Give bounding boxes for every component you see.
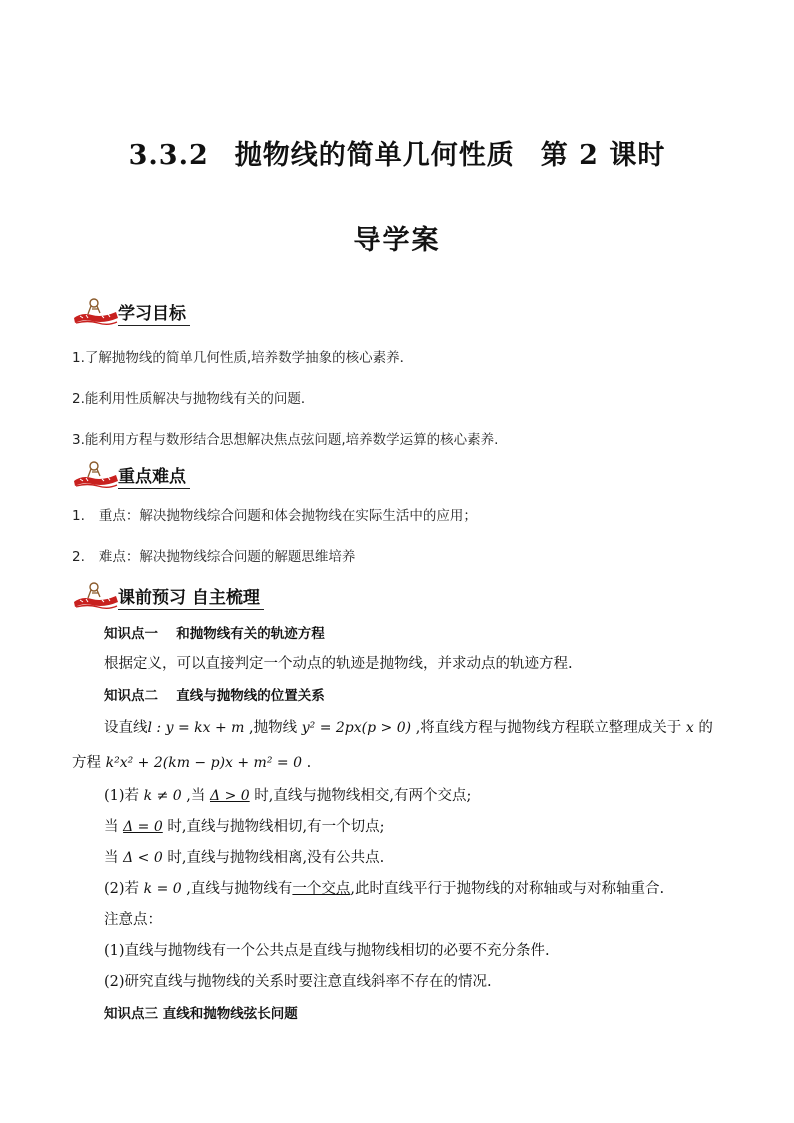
case-1c: [104, 846, 384, 867]
case-1b: [104, 815, 384, 836]
formula-delta: Δ < 0: [123, 850, 163, 866]
key-item-text: 难点：解决抛物线综合问题的解题思维培养: [98, 549, 356, 565]
formula-var: x: [685, 720, 694, 736]
formula-line: l : y = kx + m: [147, 720, 245, 736]
key-item-text: 重点：解决抛物线综合问题和体会抛物线在实际生活中的应用；: [98, 508, 477, 524]
key-item-num: 2.: [72, 549, 85, 565]
formula-delta: Δ > 0: [210, 788, 250, 804]
text-run: 时,直线与抛物线相交,有两个交点;: [249, 788, 472, 804]
key-item-num: 1.: [72, 508, 85, 524]
text-run: ,抛物线: [244, 720, 302, 736]
note-item-2: (2)研究直线与抛物线的关系时要注意直线斜率不存在的情况.: [104, 974, 492, 990]
text-run: 时,直线与抛物线相切,有一个切点;: [162, 819, 385, 835]
text-run: (1)若: [104, 788, 144, 804]
knowledge-point-1-title: 知识点一 和抛物线有关的轨迹方程: [104, 626, 325, 642]
section-title-preview: 课前预习 自主梳理: [118, 588, 264, 610]
text-run: ,当: [181, 788, 211, 804]
title-main: 抛物线的简单几何性质: [234, 140, 515, 171]
case-1: [104, 784, 471, 805]
formula-delta: Δ = 0: [123, 819, 163, 835]
text-run: ,将直线方程与抛物线方程联立整理成关于: [411, 720, 686, 736]
section-badge-icon: [72, 296, 120, 328]
case-2: [104, 877, 664, 898]
section-title-key: 重点难点: [118, 467, 190, 489]
goal-item-2: 2.能利用性质解决与抛物线有关的问题．: [72, 391, 315, 407]
goal-item-3: 3.能利用方程与数形结合思想解决焦点弦问题,培养数学运算的核心素养.: [72, 432, 499, 448]
key-item-1: [72, 504, 477, 524]
knowledge-point-3-title: 知识点三 直线和抛物线弦长问题: [104, 1006, 298, 1022]
text-run: ,直线与抛物线有: [181, 881, 293, 897]
kp2-line-1: [104, 716, 713, 737]
formula-quadratic: k²x² + 2(km − p)x + m² = 0: [105, 755, 302, 771]
knowledge-point-2-title: 知识点二 直线与抛物线的位置关系: [104, 688, 325, 704]
text-run: 当: [104, 819, 124, 835]
text-run: 设直线: [104, 720, 148, 736]
text-run: 时,直线与抛物线相离,没有公共点.: [162, 850, 385, 866]
page-subtitle: 导学案: [353, 225, 441, 256]
section-badge-icon: [72, 459, 120, 491]
text-run: .: [301, 755, 312, 771]
kp2-line-2: [72, 751, 311, 772]
page-title: [0, 133, 794, 172]
text-run: 方程: [72, 755, 106, 771]
note-title: 注意点：: [104, 912, 162, 928]
text-run: (2)若: [104, 881, 144, 897]
formula-k: k ≠ 0: [143, 788, 182, 804]
note-item-1: (1)直线与抛物线有一个公共点是直线与抛物线相切的必要不充分条件.: [104, 943, 550, 959]
text-run: 的: [693, 720, 713, 736]
formula-parabola: y² = 2px(p > 0): [301, 720, 412, 736]
formula-k: k = 0: [143, 881, 182, 897]
knowledge-point-1-text: 根据定义，可以直接判定一个动点的轨迹是抛物线，并求动点的轨迹方程.: [104, 656, 573, 672]
section-badge-icon: [72, 580, 120, 612]
underlined-text: 一个交点: [292, 881, 351, 897]
title-lesson: 第 2 课时: [540, 140, 666, 171]
title-number: 3.3.2: [128, 140, 209, 171]
key-item-2: [72, 545, 355, 565]
text-run: ,此时直线平行于抛物线的对称轴或与对称轴重合.: [350, 881, 665, 897]
section-title-goals: 学习目标: [118, 304, 190, 326]
goal-item-1: 1.了解抛物线的简单几何性质,培养数学抽象的核心素养．: [72, 350, 414, 366]
text-run: 当: [104, 850, 124, 866]
